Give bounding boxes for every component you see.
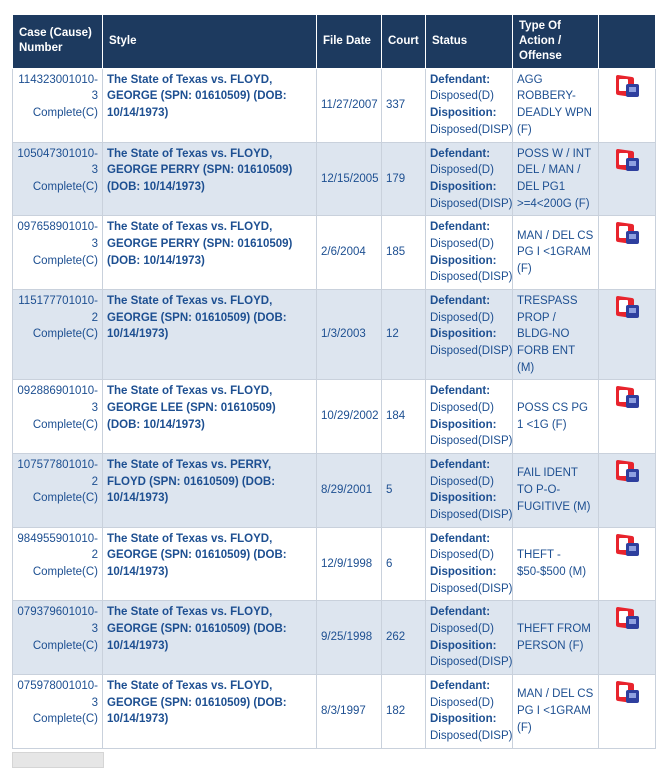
defendant-status: Disposed(D) (430, 90, 494, 103)
case-number-part1: 105047301010- (17, 147, 98, 160)
table-row (13, 68, 656, 142)
offense-text: POSS CS PG 1 <1G (F) (517, 401, 588, 431)
disposition-status: Disposed(DISP) (430, 123, 513, 136)
document-cell[interactable] (599, 289, 656, 379)
status-cell (426, 68, 513, 142)
file-date-cell (317, 601, 382, 675)
defendant-label: Defendant: (430, 221, 491, 234)
file-date-cell (317, 289, 382, 379)
court-cell (382, 142, 426, 216)
offense-cell (513, 380, 599, 454)
court-cell (382, 453, 426, 527)
case-status-code: Complete(C) (32, 418, 98, 431)
case-number-cell[interactable] (13, 601, 103, 675)
case-style-text: The State of Texas vs. PERRY, FLOYD (SPN: 01610509) (DOB: 10/14/1973) (107, 458, 276, 505)
defendant-label: Defendant: (430, 73, 491, 86)
court-cell (382, 380, 426, 454)
court-cell (382, 289, 426, 379)
document-cell[interactable] (599, 527, 656, 601)
defendant-status: Disposed(D) (430, 237, 494, 250)
defendant-status: Disposed(D) (430, 475, 494, 488)
court-cell (382, 216, 426, 290)
file-date-text: 12/9/1998 (321, 557, 373, 570)
disposition-status: Disposed(DISP) (430, 656, 513, 669)
style-cell (103, 674, 317, 748)
offense-text: FAIL IDENT TO P-O-FUGITIVE (M) (517, 467, 591, 513)
status-cell (426, 674, 513, 748)
offense-text: AGG ROBBERY-DEADLY WPN (F) (517, 73, 592, 136)
table-row (13, 674, 656, 748)
court-text: 262 (386, 631, 406, 644)
case-number-part1: 079379601010- (17, 606, 98, 619)
status-cell (426, 601, 513, 675)
offense-text: MAN / DEL CS PG I <1GRAM (F) (517, 688, 594, 734)
status-cell (426, 142, 513, 216)
case-number-part2: 3 (91, 622, 98, 635)
court-cell (382, 68, 426, 142)
offense-cell (513, 601, 599, 675)
disposition-status: Disposed(DISP) (430, 435, 513, 448)
status-cell (426, 453, 513, 527)
header-case-number: Case (Cause) Number (13, 15, 103, 69)
case-number-link[interactable] (18, 295, 98, 340)
document-image-icon[interactable] (614, 75, 640, 99)
case-number-part1: 075978001010- (17, 679, 98, 692)
document-image-icon[interactable] (614, 460, 640, 484)
court-text: 179 (386, 172, 406, 185)
defendant-label: Defendant: (430, 679, 491, 692)
case-number-link[interactable] (17, 459, 98, 504)
style-cell (103, 601, 317, 675)
status-cell (426, 289, 513, 379)
case-number-part2: 2 (91, 475, 98, 488)
file-date-cell (317, 453, 382, 527)
document-cell[interactable] (599, 216, 656, 290)
document-cell[interactable] (599, 142, 656, 216)
defendant-status: Disposed(D) (430, 549, 494, 562)
disposition-label: Disposition: (430, 639, 497, 652)
case-number-cell[interactable] (13, 453, 103, 527)
disposition-label: Disposition: (430, 492, 497, 505)
file-date-text: 8/29/2001 (321, 483, 373, 496)
table-row (13, 289, 656, 379)
court-cell (382, 527, 426, 601)
offense-text: THEFT - $50-$500 (M) (517, 549, 587, 578)
file-date-text: 10/29/2002 (321, 410, 379, 423)
case-number-part2: 3 (91, 696, 98, 709)
disposition-label: Disposition: (430, 328, 497, 341)
style-cell (103, 380, 317, 454)
table-header-row (13, 15, 656, 69)
style-cell (103, 216, 317, 290)
table-row (13, 380, 656, 454)
table-row (13, 216, 656, 290)
style-cell (103, 142, 317, 216)
footer-tab-stub[interactable] (12, 752, 104, 768)
case-style-text: The State of Texas vs. FLOYD, GEORGE PERRY (SPN: 01610509) (DOB: 10/14/1973) (107, 147, 293, 193)
header-file-date: File Date (317, 15, 382, 69)
table-body (13, 68, 656, 748)
case-number-cell[interactable] (13, 674, 103, 748)
court-text: 12 (386, 328, 399, 341)
style-cell (103, 453, 317, 527)
case-status-code: Complete(C) (32, 107, 98, 120)
case-number-link[interactable] (17, 680, 98, 725)
disposition-label: Disposition: (430, 254, 497, 267)
offense-text: TRESPASS PROP / BLDG-NO FORB ENT (M) (517, 294, 578, 374)
file-date-text: 1/3/2003 (321, 328, 366, 341)
document-image-icon[interactable] (614, 607, 640, 631)
document-image-icon[interactable] (614, 681, 640, 705)
status-cell (426, 216, 513, 290)
case-style-text: The State of Texas vs. FLOYD, GEORGE (SPN: 01610509) (DOB: 10/14/1973) (107, 294, 287, 341)
case-results-table (12, 14, 656, 749)
case-number-cell[interactable] (13, 527, 103, 601)
offense-cell (513, 142, 599, 216)
offense-text: MAN / DEL CS PG I <1GRAM (F) (517, 229, 594, 275)
document-cell[interactable] (599, 453, 656, 527)
file-date-text: 2/6/2004 (321, 246, 366, 259)
case-number-link[interactable] (17, 148, 98, 193)
disposition-label: Disposition: (430, 565, 497, 578)
case-style-text: The State of Texas vs. FLOYD, GEORGE (SPN: 01610509) (DOB: 10/14/1973) (107, 532, 287, 578)
disposition-label: Disposition: (430, 180, 497, 193)
defendant-label: Defendant: (430, 294, 491, 307)
offense-cell (513, 453, 599, 527)
court-text: 5 (386, 483, 393, 496)
defendant-status: Disposed(D) (430, 311, 494, 324)
defendant-status: Disposed(D) (430, 164, 494, 177)
style-cell (103, 68, 317, 142)
defendant-label: Defendant: (430, 385, 491, 398)
table-row (13, 601, 656, 675)
offense-cell (513, 289, 599, 379)
style-cell (103, 527, 317, 601)
court-text: 6 (386, 557, 393, 570)
case-number-cell[interactable] (13, 380, 103, 454)
header-style: Style (103, 15, 317, 69)
court-cell (382, 601, 426, 675)
case-status-code: Complete(C) (32, 328, 98, 341)
case-style-text: The State of Texas vs. FLOYD, GEORGE (SPN: 01610509) (DOB: 10/14/1973) (107, 679, 287, 726)
case-number-part2: 3 (91, 237, 98, 250)
case-number-link[interactable] (17, 606, 98, 651)
defendant-label: Defendant: (430, 532, 491, 545)
disposition-status: Disposed(DISP) (430, 271, 513, 284)
case-status-code: Complete(C) (32, 639, 98, 652)
case-number-cell[interactable] (13, 216, 103, 290)
disposition-status: Disposed(DISP) (430, 508, 513, 521)
case-number-link[interactable] (17, 385, 98, 430)
defendant-status: Disposed(D) (430, 696, 494, 709)
file-date-text: 9/25/1998 (321, 631, 373, 644)
status-cell (426, 527, 513, 601)
disposition-status: Disposed(DISP) (430, 582, 513, 595)
court-text: 184 (386, 410, 406, 423)
document-cell[interactable] (599, 380, 656, 454)
file-date-cell (317, 68, 382, 142)
file-date-cell (317, 674, 382, 748)
case-style-text: The State of Texas vs. FLOYD, GEORGE (SPN: 01610509) (DOB: 10/14/1973) (107, 73, 287, 120)
document-image-icon[interactable] (614, 222, 640, 246)
case-status-code: Complete(C) (32, 180, 98, 193)
case-status-code: Complete(C) (32, 565, 98, 578)
offense-cell (513, 68, 599, 142)
disposition-status: Disposed(DISP) (430, 730, 513, 742)
status-cell (426, 380, 513, 454)
file-date-cell (317, 142, 382, 216)
case-number-part2: 3 (91, 90, 98, 103)
defendant-status: Disposed(D) (430, 622, 494, 635)
case-number-part2: 3 (91, 164, 98, 177)
case-number-part1: 097658901010- (17, 221, 98, 234)
case-number-part2: 2 (91, 311, 98, 324)
case-style-text: The State of Texas vs. FLOYD, GEORGE LEE (SPN: 01610509) (DOB: 10/14/1973) (107, 385, 276, 431)
file-date-text: 11/27/2007 (321, 98, 378, 111)
header-status: Status (426, 15, 513, 69)
file-date-cell (317, 216, 382, 290)
document-image-icon[interactable] (614, 534, 640, 558)
case-number-part1: 114323001010- (18, 73, 98, 86)
disposition-label: Disposition: (430, 418, 497, 431)
defendant-label: Defendant: (430, 606, 491, 619)
document-image-icon[interactable] (614, 296, 640, 320)
case-number-part1: 107577801010- (17, 458, 98, 471)
table-row (13, 527, 656, 601)
defendant-label: Defendant: (430, 458, 491, 471)
offense-cell (513, 216, 599, 290)
case-number-cell[interactable] (13, 68, 103, 142)
file-date-text: 12/15/2005 (321, 172, 379, 185)
document-cell[interactable] (599, 674, 656, 748)
case-style-text: The State of Texas vs. FLOYD, GEORGE (SPN: 01610509) (DOB: 10/14/1973) (107, 606, 287, 652)
case-status-code: Complete(C) (32, 254, 98, 267)
case-number-part1: 984955901010- (17, 532, 98, 545)
case-number-cell[interactable] (13, 142, 103, 216)
court-text: 337 (386, 98, 406, 111)
table-row (13, 453, 656, 527)
case-number-part1: 092886901010- (17, 385, 98, 398)
offense-cell (513, 674, 599, 748)
table-row (13, 142, 656, 216)
court-text: 182 (386, 704, 406, 717)
offense-text: THEFT FROM PERSON (F) (517, 622, 591, 652)
court-text: 185 (386, 246, 406, 259)
header-document (599, 15, 656, 69)
document-cell[interactable] (599, 68, 656, 142)
document-image-icon[interactable] (614, 386, 640, 410)
file-date-cell (317, 380, 382, 454)
case-number-part2: 3 (91, 401, 98, 414)
case-status-code: Complete(C) (32, 492, 98, 505)
disposition-status: Disposed(DISP) (430, 197, 513, 210)
document-cell[interactable] (599, 601, 656, 675)
case-number-part2: 2 (91, 549, 98, 562)
case-number-part1: 115177701010- (18, 294, 98, 307)
defendant-label: Defendant: (430, 147, 491, 160)
header-type-of-action: Type Of Action / Offense (513, 15, 599, 69)
offense-cell (513, 527, 599, 601)
case-style-text: The State of Texas vs. FLOYD, GEORGE PERRY (SPN: 01610509) (DOB: 10/14/1973) (107, 221, 293, 267)
case-number-link[interactable] (18, 74, 98, 119)
case-number-link[interactable] (17, 533, 98, 578)
case-status-code: Complete(C) (32, 713, 98, 726)
case-number-cell[interactable] (13, 289, 103, 379)
disposition-label: Disposition: (430, 713, 497, 726)
document-image-icon[interactable] (614, 149, 640, 173)
disposition-label: Disposition: (430, 107, 497, 120)
offense-text: POSS W / INT DEL / MAN / DEL PG1 >=4<200G (F) (517, 147, 591, 210)
defendant-status: Disposed(D) (430, 401, 494, 414)
header-court: Court (382, 15, 426, 69)
file-date-text: 8/3/1997 (321, 704, 366, 717)
file-date-cell (317, 527, 382, 601)
style-cell (103, 289, 317, 379)
court-cell (382, 674, 426, 748)
disposition-status: Disposed(DISP) (430, 344, 513, 357)
case-number-link[interactable] (17, 221, 98, 266)
